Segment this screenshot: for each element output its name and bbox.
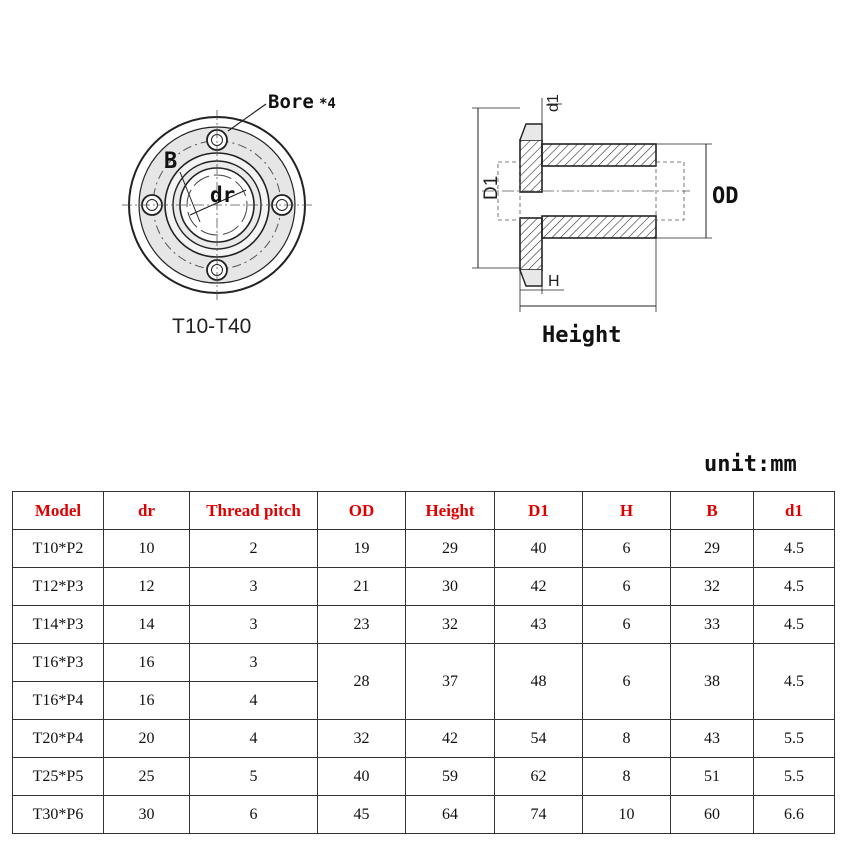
cell-b: 29 bbox=[671, 530, 754, 568]
cell-model: T20*P4 bbox=[13, 720, 104, 758]
cell-d1-big: 43 bbox=[495, 606, 583, 644]
cell-thread-pitch: 5 bbox=[190, 758, 318, 796]
range-label: T10-T40 bbox=[172, 315, 252, 338]
header-b: B bbox=[671, 492, 754, 530]
height-label: Height bbox=[542, 323, 622, 348]
cell-thread-pitch: 4 bbox=[190, 682, 318, 720]
cell-d1-small: 4.5 bbox=[754, 568, 835, 606]
cell-thread-pitch: 3 bbox=[190, 606, 318, 644]
table-row bbox=[13, 644, 835, 682]
header-thread-pitch: Thread pitch bbox=[190, 492, 318, 530]
dr-label: dr bbox=[210, 183, 236, 207]
header-model: Model bbox=[13, 492, 104, 530]
cell-thread-pitch: 4 bbox=[190, 720, 318, 758]
cell-model: T30*P6 bbox=[13, 796, 104, 834]
flange-step-bottom bbox=[520, 270, 542, 286]
cell-thread-pitch: 3 bbox=[190, 644, 318, 682]
flange-section-bottom bbox=[520, 218, 542, 270]
cell-h: 6 bbox=[583, 568, 671, 606]
cell-d1-small: 6.6 bbox=[754, 796, 835, 834]
table-header-row bbox=[13, 492, 835, 530]
bore-count-label: *4 bbox=[319, 96, 336, 112]
front-view bbox=[122, 91, 336, 338]
header-od: OD bbox=[318, 492, 406, 530]
cell-b: 33 bbox=[671, 606, 754, 644]
bore-label: Bore bbox=[268, 91, 314, 113]
cell-b: 32 bbox=[671, 568, 754, 606]
side-view bbox=[472, 94, 739, 348]
cell-d1-big: 54 bbox=[495, 720, 583, 758]
flange-step-top bbox=[520, 124, 542, 140]
cell-model: T12*P3 bbox=[13, 568, 104, 606]
cell-model: T14*P3 bbox=[13, 606, 104, 644]
cell-height: 32 bbox=[406, 606, 495, 644]
header-dr: dr bbox=[104, 492, 190, 530]
cell-od: 45 bbox=[318, 796, 406, 834]
cell-dr: 20 bbox=[104, 720, 190, 758]
table-row bbox=[13, 530, 835, 568]
h-label: H bbox=[548, 273, 560, 290]
table-row bbox=[13, 796, 835, 834]
od-label: OD bbox=[712, 184, 739, 209]
cell-d1-small: 4.5 bbox=[754, 644, 835, 720]
table-row bbox=[13, 758, 835, 796]
cell-dr: 16 bbox=[104, 644, 190, 682]
d1-big-label: D1 bbox=[481, 175, 502, 200]
cell-d1-big: 40 bbox=[495, 530, 583, 568]
cell-model: T16*P3 bbox=[13, 644, 104, 682]
body-section-bottom bbox=[542, 216, 656, 238]
cell-dr: 30 bbox=[104, 796, 190, 834]
cell-d1-small: 5.5 bbox=[754, 758, 835, 796]
cell-dr: 25 bbox=[104, 758, 190, 796]
cell-d1-big: 74 bbox=[495, 796, 583, 834]
cell-od: 23 bbox=[318, 606, 406, 644]
table-row bbox=[13, 568, 835, 606]
d1-small-label: d1 bbox=[545, 94, 562, 112]
cell-d1-small: 5.5 bbox=[754, 720, 835, 758]
cell-height: 59 bbox=[406, 758, 495, 796]
cell-od: 21 bbox=[318, 568, 406, 606]
cell-d1-big: 48 bbox=[495, 644, 583, 720]
cell-d1-small: 4.5 bbox=[754, 530, 835, 568]
cell-dr: 16 bbox=[104, 682, 190, 720]
cell-thread-pitch: 2 bbox=[190, 530, 318, 568]
cell-h: 6 bbox=[583, 644, 671, 720]
cell-thread-pitch: 6 bbox=[190, 796, 318, 834]
cell-b: 38 bbox=[671, 644, 754, 720]
cell-od: 19 bbox=[318, 530, 406, 568]
cell-b: 51 bbox=[671, 758, 754, 796]
cell-h: 6 bbox=[583, 606, 671, 644]
header-d1-big: D1 bbox=[495, 492, 583, 530]
cell-h: 8 bbox=[583, 758, 671, 796]
unit-label: unit:mm bbox=[704, 452, 797, 477]
cell-height: 42 bbox=[406, 720, 495, 758]
cell-height: 64 bbox=[406, 796, 495, 834]
cell-h: 6 bbox=[583, 530, 671, 568]
header-d1-small: d1 bbox=[754, 492, 835, 530]
cell-b: 43 bbox=[671, 720, 754, 758]
cell-model: T16*P4 bbox=[13, 682, 104, 720]
cell-h: 10 bbox=[583, 796, 671, 834]
table-row bbox=[13, 720, 835, 758]
cell-od: 40 bbox=[318, 758, 406, 796]
cell-d1-big: 62 bbox=[495, 758, 583, 796]
cell-height: 29 bbox=[406, 530, 495, 568]
cell-dr: 12 bbox=[104, 568, 190, 606]
b-label: B bbox=[164, 149, 178, 174]
cell-od: 28 bbox=[318, 644, 406, 720]
cell-od: 32 bbox=[318, 720, 406, 758]
table-row bbox=[13, 606, 835, 644]
technical-drawing bbox=[0, 0, 850, 420]
cell-b: 60 bbox=[671, 796, 754, 834]
cell-height: 37 bbox=[406, 644, 495, 720]
flange-section-top bbox=[520, 140, 542, 192]
cell-model: T25*P5 bbox=[13, 758, 104, 796]
header-height: Height bbox=[406, 492, 495, 530]
cell-dr: 14 bbox=[104, 606, 190, 644]
body-section-top bbox=[542, 144, 656, 166]
cell-height: 30 bbox=[406, 568, 495, 606]
cell-dr: 10 bbox=[104, 530, 190, 568]
bore-leader-line bbox=[228, 104, 266, 131]
cell-model: T10*P2 bbox=[13, 530, 104, 568]
cell-h: 8 bbox=[583, 720, 671, 758]
header-h: H bbox=[583, 492, 671, 530]
cell-d1-big: 42 bbox=[495, 568, 583, 606]
cell-thread-pitch: 3 bbox=[190, 568, 318, 606]
spec-table bbox=[12, 491, 835, 834]
cell-d1-small: 4.5 bbox=[754, 606, 835, 644]
